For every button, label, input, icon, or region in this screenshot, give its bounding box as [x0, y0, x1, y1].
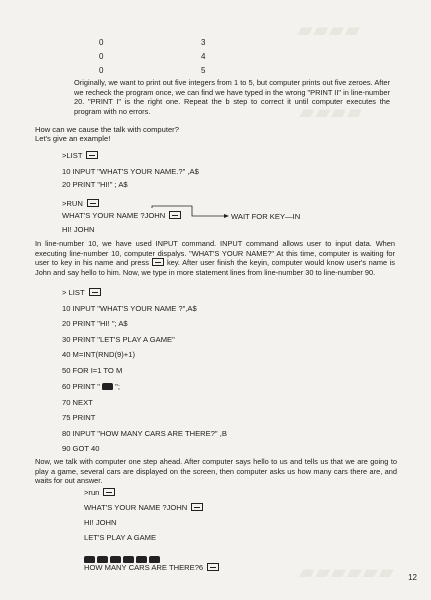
list-text: > LIST — [62, 288, 85, 297]
return-key-icon — [89, 288, 101, 296]
code-line-10: 10 INPUT "WHAT'S YOUR NAME.?" ,A$ — [62, 167, 199, 176]
return-key-icon — [191, 503, 203, 511]
intro-question: How can we cause the talk with computer? — [35, 125, 179, 134]
code-line-60 — [62, 382, 120, 391]
page-number: 12 — [408, 573, 417, 582]
wait-label: WAIT FOR KEY—IN — [231, 212, 301, 221]
run-command-2 — [84, 488, 115, 497]
list-text: >LIST — [62, 151, 83, 160]
car-icon — [136, 556, 147, 563]
code-line: 70 NEXT — [62, 398, 93, 407]
paragraph-input-command: In line-number 10, we have used INPUT command. INPUT command allows user to input data. When executing line-number 10, computer dispalys. "WHAT'S YOUR NAME?" At this time, computer is waiting for user to key in his name and press key. After user finish the keyin, computer would know user's name is John and say hello to him. Now, we type in more statement lines from line-number 30 to line-number 90. — [35, 239, 395, 277]
car-icon — [110, 556, 121, 563]
prompt-text: WHAT'S YOUR NAME ?JOHN — [62, 211, 166, 220]
code-line: 80 INPUT "HOW MANY CARS ARE THERE?" ,B — [62, 429, 227, 438]
output-right-2: 4 — [201, 52, 206, 61]
output-right-1: 3 — [201, 38, 206, 47]
paragraph-talk-ahead: Now, we talk with computer one step ahead. After computer says hello to us and tells us that we are going to play a game, several cars are displayed on the screen, then computer asks us how many cars there are, and waits for out answer. — [35, 457, 397, 486]
prompt-text: WHAT'S YOUR NAME ?JOHN — [84, 503, 188, 512]
reply-1: HI! JOHN — [62, 225, 95, 234]
car-icon — [149, 556, 160, 563]
bleed-through: ▰▰▰▰ — [300, 102, 364, 122]
return-key-icon — [103, 488, 115, 496]
bleed-through: ▰▰▰▰▰▰ — [300, 562, 396, 582]
car-icon — [97, 556, 108, 563]
intro-example: Let's give an example! — [35, 134, 111, 143]
output-left-2: 0 — [99, 52, 104, 61]
reply-2: HI! JOHN — [84, 518, 117, 527]
code-line: 20 PRINT "HI! "; A$ — [62, 319, 128, 328]
run-text: >RUN — [62, 199, 83, 208]
code-line-20: 20 PRINT "HI!" ; A$ — [62, 180, 128, 189]
code-line: 10 INPUT "WHAT'S YOUR NAME ?",A$ — [62, 304, 197, 313]
car-icon — [84, 556, 95, 563]
run-text: >run — [84, 488, 100, 497]
code-line-60-text: 60 PRINT " — [62, 382, 103, 391]
list-command-2 — [62, 288, 101, 297]
output-left-3: 0 — [99, 66, 104, 75]
paragraph-originally: Originally, we want to print out five integers from 1 to 5, but computer prints out five zeroes. After we recheck the program once, we can find we have typed in the wrong "PRINT II" in line-number 20. "PRINT I" is the right one. Repeat the b step to correct it until computer executes the program with no errors. — [74, 78, 390, 116]
game-line: LET'S PLAY A GAME — [84, 533, 157, 542]
code-line: 75 PRINT — [62, 413, 96, 422]
name-prompt-2 — [84, 503, 203, 512]
code-line: 40 M=INT(RND(9)+1) — [62, 350, 135, 359]
output-right-3: 5 — [201, 66, 206, 75]
code-line: 30 PRINT "LET'S PLAY A GAME" — [62, 335, 175, 344]
code-line-60-tail: "; — [115, 382, 120, 391]
car-icon — [123, 556, 134, 563]
code-line: 90 GOT 40 — [62, 444, 100, 453]
output-left-1: 0 — [99, 38, 104, 47]
code-line: 50 FOR I=1 TO M — [62, 366, 123, 375]
bleed-through: ▰▰▰▰ — [298, 20, 362, 40]
return-key-icon — [152, 258, 164, 266]
cars-question — [84, 563, 219, 572]
car-icon — [102, 383, 113, 390]
return-key-icon — [207, 563, 219, 571]
question-text: HOW MANY CARS ARE THERE?6 — [84, 563, 204, 572]
